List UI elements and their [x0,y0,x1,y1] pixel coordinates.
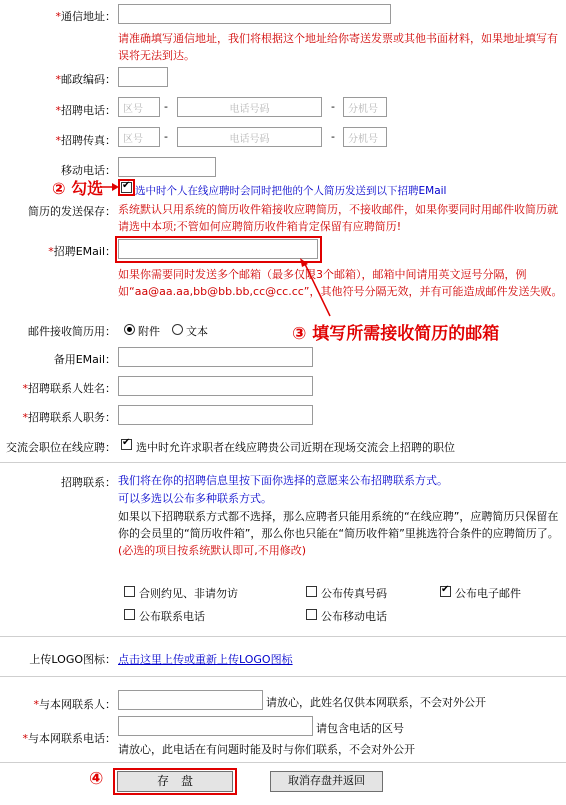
option-appointment-label: 合则约见、非请勿访 [139,587,238,600]
fair-checkbox-label: 选中时允许求职者在线应聘贵公司近期在现场交流会上招聘的职位 [136,441,455,454]
fax-area-input[interactable]: 区号 [118,127,160,147]
option-mobile-label: 公布移动电话 [321,610,387,623]
send-resume-checkbox[interactable] [121,182,132,193]
divider-3 [0,676,566,677]
option-email-checkbox[interactable] [440,586,451,597]
contact-methods-label: 招聘联系： [61,476,116,489]
email-input[interactable] [118,239,318,259]
divider-4 [0,762,566,763]
site-phone-note: 请放心，此电话在有问题时能及时与你们联系，不会对外公开 [118,743,415,756]
phone-dash-2: - [331,100,335,113]
save-button[interactable]: 存 盘 [117,771,233,792]
address-note: 请准确填写通信地址，我们将根据这个地址给你寄送发票或其他书面材料，如果地址填写有误将无法到达。 [118,32,558,62]
send-resume-label: 简历的发送保存： [28,205,116,218]
contact-title-label: *招聘联系人职务： [22,411,116,424]
option-fax-label: 公布传真号码 [321,587,387,600]
fax-number-input[interactable]: 电话号码 [177,127,322,147]
postcode-input[interactable] [118,67,168,87]
logo-upload-link[interactable]: 点击这里上传或重新上传LOGO图标 [118,653,293,666]
mail-format-label: 邮件接收简历用： [28,325,116,338]
text-radio[interactable] [172,324,183,335]
text-radio-label: 文本 [186,325,208,338]
site-contact-input[interactable] [118,690,263,710]
address-label: *通信地址： [55,10,116,23]
annotation-arrow-2 [100,180,120,194]
phone-area-input[interactable]: 区号 [118,97,160,117]
fax-dash-1: - [164,130,168,143]
option-mobile-checkbox[interactable] [306,609,317,620]
site-phone-input[interactable] [118,716,313,736]
logo-label: 上传LOGO图标： [29,653,116,666]
contact-name-label: *招聘联系人姓名： [22,382,116,395]
fax-label: *招聘传真： [55,134,116,147]
fax-dash-2: - [331,130,335,143]
divider-2 [0,636,566,637]
email-label: *招聘EMail： [48,245,116,258]
option-email-label: 公布电子邮件 [455,587,521,600]
mobile-label: 移动电话： [61,164,116,177]
contact-methods-line3: 如果以下招聘联系方式都不选择，那么应聘者只能用系统的“在线应聘”，应聘简历只保留在你的会员里的“简历收件箱”，那么你也只能在“简历收件箱”里挑选符合条件的应聘简历了。(必选的项目按系统默认即可,不用修改) [118,510,559,557]
site-phone-label: *与本网联系电话： [22,732,116,745]
option-fax-checkbox[interactable] [306,586,317,597]
contact-methods-line2: 可以多选以公布多种联系方式。 [118,492,272,505]
option-phone-checkbox[interactable] [124,609,135,620]
annotation-step-3: ③ 填写所需接收简历的邮箱 [292,324,500,344]
phone-ext-input[interactable]: 分机号 [343,97,387,117]
option-phone-label: 公布联系电话 [139,610,205,623]
site-contact-label: *与本网联系人： [33,698,116,711]
divider-1 [0,462,566,463]
fair-label: 交流会职位在线应聘： [6,441,116,454]
site-contact-note: 请放心，此姓名仅供本网联系，不会对外公开 [266,696,486,709]
attachment-radio-label: 附件 [138,325,160,338]
phone-dash-1: - [164,100,168,113]
mobile-input[interactable] [118,157,216,177]
email-note: 如果你需要同时发送多个邮箱（最多仅限3个邮箱），邮箱中间请用英文逗号分隔，例如“aa@aa.aa,bb@bb.bb,cc@cc.cc”，其他符号分隔无效，并有可能造成邮件发送失败。 [118,268,563,298]
send-resume-note: 系统默认只用系统的简历收件箱接收应聘简历，不接收邮件，如果你要同时用邮件收简历就请选中本项;不管如何应聘简历收件箱肯定保留有应聘简历! [118,203,558,233]
backup-email-label: 备用EMail： [53,353,116,366]
annotation-step-2: ② 勾选 [52,179,104,198]
phone-label: *招聘电话： [55,104,116,117]
address-input[interactable] [118,4,391,24]
fax-ext-input[interactable]: 分机号 [343,127,387,147]
backup-email-input[interactable] [118,347,313,367]
attachment-radio[interactable] [124,324,135,335]
send-resume-checkbox-label: 选中时个人在线应聘时会同时把他的个人简历发送到以下招聘EMail [135,185,447,197]
phone-number-input[interactable]: 电话号码 [177,97,322,117]
fair-checkbox[interactable] [121,439,132,450]
option-appointment-checkbox[interactable] [124,586,135,597]
postcode-label: *邮政编码： [55,73,116,86]
contact-name-input[interactable] [118,376,313,396]
annotation-step-4: ④ [89,769,104,789]
annotation-arrow-3 [298,258,338,320]
cancel-button[interactable]: 取消存盘并返回 [270,771,383,792]
contact-title-input[interactable] [118,405,313,425]
site-phone-note-right: 请包含电话的区号 [316,722,404,735]
contact-methods-line1: 我们将在你的招聘信息里按下面你选择的意愿来公布招聘联系方式。 [118,474,448,487]
